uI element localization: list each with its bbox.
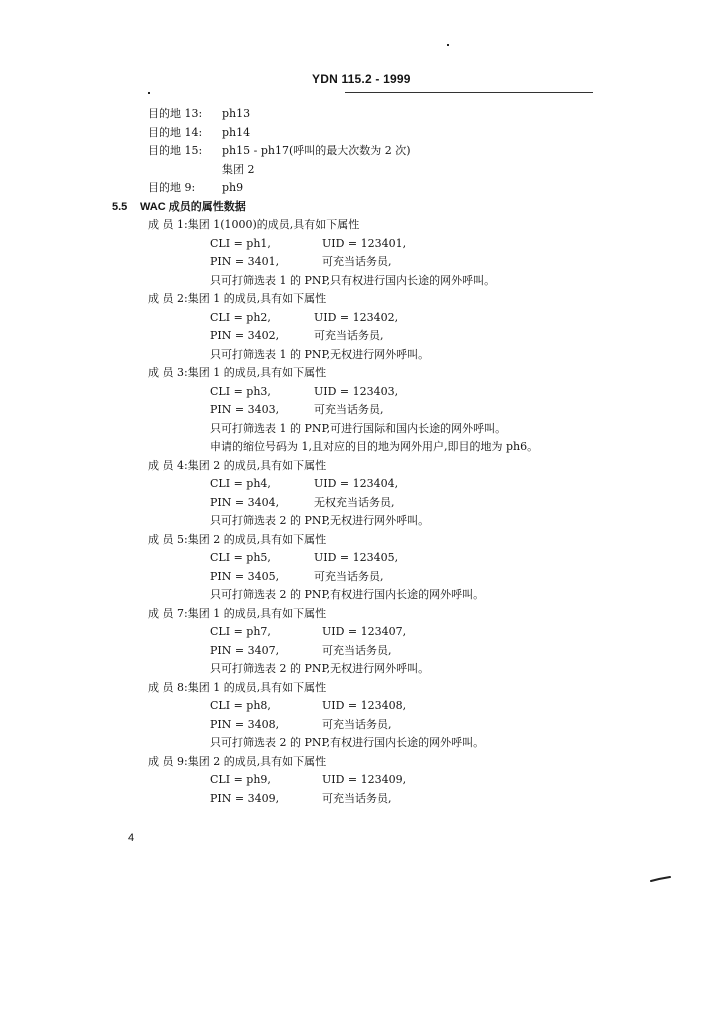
member-3-pin: PIN = 3403,: [210, 403, 280, 416]
member-3-title: 成 员 3:集团 1 的成员,具有如下属性: [148, 366, 327, 379]
member-7-title: 成 员 7:集团 1 的成员,具有如下属性: [148, 607, 327, 620]
member-9-cli: CLI = ph9,: [210, 773, 271, 786]
destination-14-label: 目的地 14:: [148, 126, 203, 139]
member-1-pin: PIN = 3401,: [210, 255, 280, 268]
member-1-uid: UID = 123401,: [322, 237, 407, 250]
member-5-role: 可充当话务员,: [314, 570, 384, 583]
member-1-cli: CLI = ph1,: [210, 237, 271, 250]
member-1-title: 成 员 1:集团 1(1000)的成员,具有如下属性: [148, 218, 360, 231]
member-1-note-1: 只可打筛选表 1 的 PNP,只有权进行国内长途的网外呼叫。: [210, 274, 496, 287]
member-7-uid: UID = 123407,: [322, 625, 407, 638]
header-rule: [345, 92, 593, 93]
member-7-pin: PIN = 3407,: [210, 644, 280, 657]
section-title: WAC 成员的属性数据: [140, 201, 246, 213]
member-7-note-1: 只可打筛选表 2 的 PNP,无权进行网外呼叫。: [210, 662, 430, 675]
member-7-role: 可充当话务员,: [322, 644, 392, 657]
member-8-pin: PIN = 3408,: [210, 718, 280, 731]
member-5-pin: PIN = 3405,: [210, 570, 280, 583]
member-9-title: 成 员 9:集团 2 的成员,具有如下属性: [148, 755, 327, 768]
section-number: 5.5: [112, 201, 128, 213]
member-4-note-1: 只可打筛选表 2 的 PNP,无权进行网外呼叫。: [210, 514, 430, 527]
destination-9-value: ph9: [222, 181, 244, 194]
member-4-cli: CLI = ph4,: [210, 477, 271, 490]
destination-14-value: ph14: [222, 126, 251, 139]
destination-15-label: 目的地 15:: [148, 144, 203, 157]
member-5-cli: CLI = ph5,: [210, 551, 271, 564]
member-2-uid: UID = 123402,: [314, 311, 399, 324]
destination-15-group: 集团 2: [222, 163, 255, 176]
member-5-title: 成 员 5:集团 2 的成员,具有如下属性: [148, 533, 327, 546]
member-2-pin: PIN = 3402,: [210, 329, 280, 342]
destination-9-label: 目的地 9:: [148, 181, 196, 194]
member-8-note-1: 只可打筛选表 2 的 PNP,有权进行国内长途的网外呼叫。: [210, 736, 485, 749]
document-header: YDN 115.2 - 1999: [312, 72, 411, 86]
destination-15-value: ph15 - ph17(呼叫的最大次数为 2 次): [222, 144, 411, 157]
member-9-pin: PIN = 3409,: [210, 792, 280, 805]
member-5-note-1: 只可打筛选表 2 的 PNP,有权进行国内长途的网外呼叫。: [210, 588, 485, 601]
member-9-role: 可充当话务员,: [322, 792, 392, 805]
member-3-note-2: 申请的缩位号码为 1,且对应的目的地为网外用户,即目的地为 ph6。: [210, 440, 539, 453]
member-7-cli: CLI = ph7,: [210, 625, 271, 638]
member-4-uid: UID = 123404,: [314, 477, 399, 490]
member-3-role: 可充当话务员,: [314, 403, 384, 416]
scan-mark: [650, 874, 672, 884]
member-2-role: 可充当话务员,: [314, 329, 384, 342]
member-4-pin: PIN = 3404,: [210, 496, 280, 509]
member-4-title: 成 员 4:集团 2 的成员,具有如下属性: [148, 459, 327, 472]
page-number: 4: [128, 832, 135, 844]
member-5-uid: UID = 123405,: [314, 551, 399, 564]
destination-13-label: 目的地 13:: [148, 107, 203, 120]
member-4-role: 无权充当话务员,: [314, 496, 395, 509]
member-2-title: 成 员 2:集团 1 的成员,具有如下属性: [148, 292, 327, 305]
scan-speck: [148, 92, 150, 94]
member-8-title: 成 员 8:集团 1 的成员,具有如下属性: [148, 681, 327, 694]
member-2-cli: CLI = ph2,: [210, 311, 271, 324]
destination-13-value: ph13: [222, 107, 251, 120]
scan-speck: [447, 44, 449, 46]
member-8-cli: CLI = ph8,: [210, 699, 271, 712]
member-3-note-1: 只可打筛选表 1 的 PNP,可进行国际和国内长途的网外呼叫。: [210, 422, 507, 435]
member-3-uid: UID = 123403,: [314, 385, 399, 398]
member-8-uid: UID = 123408,: [322, 699, 407, 712]
member-3-cli: CLI = ph3,: [210, 385, 271, 398]
member-1-role: 可充当话务员,: [322, 255, 392, 268]
member-2-note-1: 只可打筛选表 1 的 PNP,无权进行网外呼叫。: [210, 348, 430, 361]
member-8-role: 可充当话务员,: [322, 718, 392, 731]
member-9-uid: UID = 123409,: [322, 773, 407, 786]
